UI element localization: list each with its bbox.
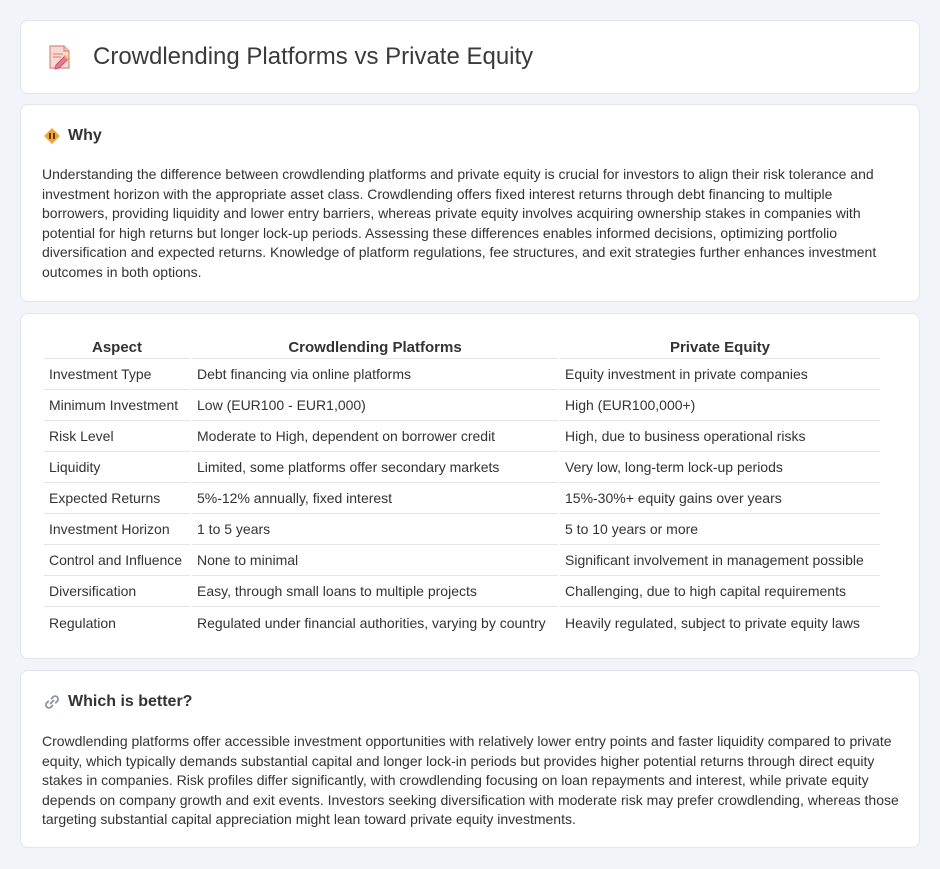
table-cell: None to minimal (192, 545, 558, 576)
table-cell: Limited, some platforms offer secondary markets (192, 452, 558, 483)
table-row (44, 359, 880, 390)
document-pencil-icon (47, 43, 73, 71)
better-title: Which is better? (68, 693, 193, 710)
table-cell: Moderate to High, dependent on borrower credit (192, 421, 558, 452)
why-title: Why (68, 127, 102, 144)
table-cell: Expected Returns (44, 483, 190, 514)
table-row (44, 576, 880, 607)
why-heading (43, 127, 102, 145)
table-row (44, 452, 880, 483)
table-row (44, 607, 880, 638)
table-cell: Diversification (44, 576, 190, 607)
table-cell: 5%-12% annually, fixed interest (192, 483, 558, 514)
table-cell: Regulation (49, 614, 116, 631)
why-section (20, 104, 920, 302)
table-cell: Heavily regulated, subject to private equity laws (565, 614, 860, 631)
diamond-warning-icon (43, 127, 61, 145)
header-private-equity: Private Equity (560, 336, 880, 359)
table-cell: 15%-30%+ equity gains over years (560, 483, 880, 514)
link-icon (43, 693, 61, 711)
table-row (44, 483, 880, 514)
header-aspect: Aspect (44, 336, 190, 359)
table-cell: Regulated under financial authorities, varying by country (197, 614, 546, 631)
which-is-better-section (20, 670, 920, 848)
page-title: Crowdlending Platforms vs Private Equity (93, 43, 534, 70)
why-text: Understanding the difference between crowdlending platforms and private equity is crucial for investors to align their risk tolerance and investment horizon with the appropriate asset class. Crowdlending offers fixed interest returns through debt financing to multiple borrowers, providing liquidity and lower entry barriers, whereas private equity involves acquiring ownership stakes in companies with potential for high returns but longer lock-up periods. Assessing these differences enables informed decisions, optimizing portfolio diversification and expected returns. Knowledge of platform regulations, fee structures, and exit strategies further enhances investment outcomes in both options. (42, 166, 877, 280)
table-cell: Investment Horizon (44, 514, 190, 545)
table-cell: Risk Level (44, 421, 190, 452)
table-cell: High (EUR100,000+) (560, 390, 880, 421)
table-cell: Challenging, due to high capital requirements (560, 576, 880, 607)
table-row (44, 514, 880, 545)
comparison-section (20, 313, 920, 659)
table-cell: Low (EUR100 - EUR1,000) (192, 390, 558, 421)
table-cell: Very low, long-term lock-up periods (560, 452, 880, 483)
table-row (44, 545, 880, 576)
table-cell: 1 to 5 years (192, 514, 558, 545)
table-cell: 5 to 10 years or more (560, 514, 880, 545)
table-cell: Investment Type (44, 359, 190, 390)
page-title-row (47, 43, 533, 71)
table-row (44, 390, 880, 421)
table-cell: Liquidity (44, 452, 190, 483)
table-cell: Debt financing via online platforms (192, 359, 558, 390)
better-heading (43, 693, 192, 711)
header-crowdlending: Crowdlending Platforms (192, 336, 558, 359)
table-row (44, 421, 880, 452)
comparison-table (42, 336, 882, 638)
table-cell: Equity investment in private companies (560, 359, 880, 390)
table-cell: Significant involvement in management possible (560, 545, 880, 576)
table-header-row (44, 336, 880, 359)
table-cell: High, due to business operational risks (560, 421, 880, 452)
header-card (20, 20, 920, 94)
better-text: Crowdlending platforms offer accessible investment opportunities with relatively lower entry points and faster liquidity compared to private equity, which typically demands substantial capital and longer lock-in periods but provides higher potential returns through direct equity stakes in companies. Risk profiles differ significantly, with crowdlending focusing on loan repayments and interest, while private equity depends on company growth and exit events. Investors seeking diversification with moderate risk may prefer crowdlending, whereas those targeting substantial capital appreciation might lean toward private equity investments. (42, 733, 899, 827)
table-cell: Control and Influence (44, 545, 190, 576)
table-cell: Minimum Investment (44, 390, 190, 421)
table-cell: Easy, through small loans to multiple projects (192, 576, 558, 607)
